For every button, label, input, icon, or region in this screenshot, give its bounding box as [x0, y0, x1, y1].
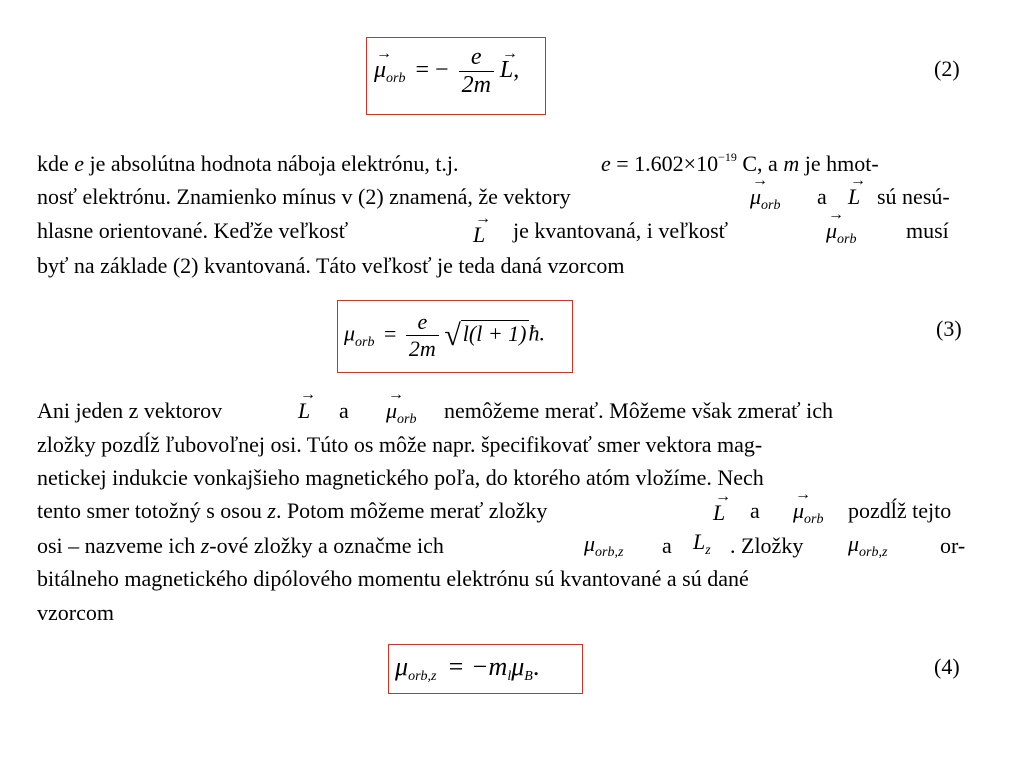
equation-number-4: (4) [934, 654, 960, 679]
paragraph2-line2: zložky pozdĺž ľubovoľnej osi. Túto os môže napr. špecifikovať smer vektora mag- [37, 432, 763, 457]
paragraph1-line2-end: sú nesú- [877, 184, 950, 209]
paragraph1-line3-end: musí [906, 218, 949, 243]
equation-4: μorb,z = −mlμB. [395, 652, 540, 684]
equation-number-3: (3) [936, 316, 962, 341]
paragraph2-line4-end: pozdĺž tejto [848, 498, 952, 523]
mu-orbz-inline: $\mu_{orb,z}$ [584, 531, 624, 560]
fraction: $\frac{e}{2m}$ [459, 44, 494, 99]
mu-symbol: → μ [374, 45, 392, 84]
equation-2: → $\mu_{orb}$ = − $\frac{e}{2m}$ → L, [374, 44, 520, 98]
paragraph2-line5-end: or- [940, 533, 966, 558]
paragraph1-line1: kde e je absolútna hodnota náboja elektrónu, t.j. [37, 151, 459, 176]
word-a: a [817, 184, 827, 209]
L-vector: → L [499, 45, 518, 84]
mu-orbz-inline: $\mu_{orb,z}$ [848, 531, 888, 560]
fraction: $\frac{e}{2m}$ [406, 309, 439, 362]
Lz-inline: $L_z$ [693, 529, 711, 558]
paragraph2-line7: vzorcom [37, 600, 114, 625]
L-vector-inline: → L [848, 172, 866, 209]
equation-3: $\mu_{orb}$ = $\frac{e}{2m}$ √l(l + 1)ħ. [344, 309, 546, 361]
paragraph2-line4: tento smer totožný s osou z. Potom môžeme merať zložky [37, 498, 548, 523]
paragraph2-line1-end: nemôžeme merať. Môžeme však zmerať ich [444, 398, 833, 423]
L-vector-inline: → L [473, 210, 491, 247]
paragraph2-line5: osi – nazveme ich z-ové zložky a označme ich [37, 533, 444, 558]
mu-orb-inline: → $\mu_{orb}$ [750, 172, 781, 213]
paragraph1-line2: nosť elektrónu. Znamienko mínus v (2) znamená, že vektory [37, 184, 571, 209]
paragraph2-line1: Ani jeden z vektorov [37, 398, 223, 423]
L-vector-inline: → L [298, 386, 316, 423]
paragraph1-line3: hlasne orientované. Keďže veľkosť [37, 218, 349, 243]
word-a: a [662, 533, 672, 558]
electron-charge-value: $e = 1.602\times 10^{-19}$ C, a m je hmot- [601, 150, 879, 176]
paragraph2-line6: bitálneho magnetického dipólového momentu elektrónu sú kvantované a sú dané [37, 566, 749, 591]
paragraph2-line3: netickej indukcie vonkajšieho magnetického poľa, do ktorého atóm vložíme. Nech [37, 465, 764, 490]
word-a: a [339, 398, 349, 423]
word-a: a [750, 498, 760, 523]
paragraph1-line3-mid: je kvantovaná, i veľkosť [513, 218, 729, 243]
word-zlozky: . Zložky [730, 533, 804, 558]
equation-number-2: (2) [934, 56, 960, 81]
paragraph1-line4: byť na základe (2) kvantovaná. Táto veľkosť je teda daná vzorcom [37, 253, 625, 278]
square-root: √l(l + 1) [444, 318, 527, 352]
L-vector-inline: → L [713, 488, 731, 525]
mu-orb-inline: → $\mu_{orb}$ [386, 386, 417, 427]
mu-orb-inline: → $\mu_{orb}$ [793, 486, 824, 527]
mu-orb-inline: → $\mu_{orb}$ [826, 206, 857, 247]
